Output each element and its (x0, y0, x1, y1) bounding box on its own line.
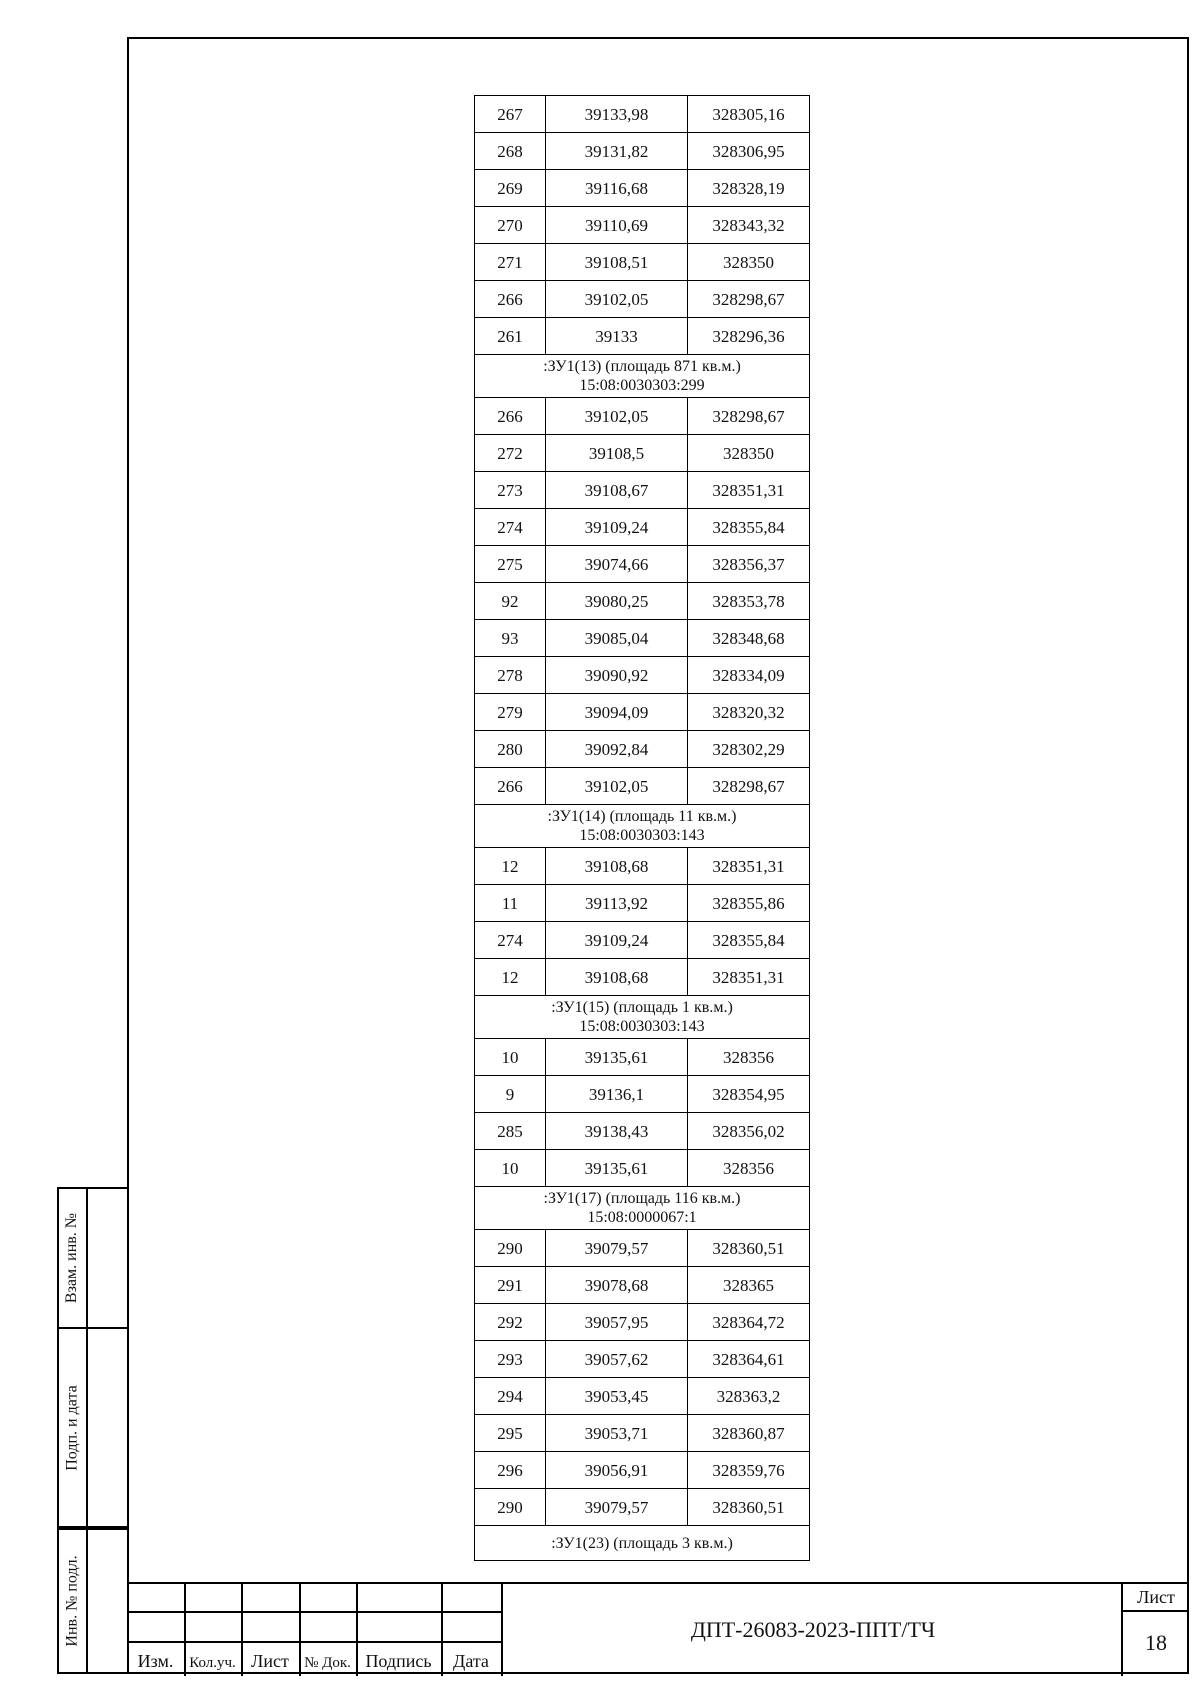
title-block-grid (127, 1584, 501, 1676)
point-row (475, 1113, 810, 1150)
point-number: 270 (475, 207, 546, 244)
side-label-podp (59, 1329, 86, 1526)
coord-y: 328343,32 (688, 207, 810, 244)
side-divider (86, 1189, 88, 1327)
plot-title: :ЗУ1(14) (площадь 11 кв.м.) (547, 808, 737, 825)
side-cell-podp (57, 1329, 127, 1528)
coord-x: 39079,57 (546, 1489, 688, 1526)
cadastral-number: 15:08:0030303:143 (579, 1018, 705, 1035)
coord-x: 39080,25 (546, 583, 688, 620)
point-row (475, 694, 810, 731)
point-row (475, 1489, 810, 1526)
grid-line (127, 1641, 501, 1643)
coord-y: 328348,68 (688, 620, 810, 657)
point-row (475, 1230, 810, 1267)
coord-x: 39102,05 (546, 281, 688, 318)
coord-y: 328351,31 (688, 848, 810, 885)
plot-header-row (475, 805, 810, 848)
cadastral-number: 15:08:0030303:143 (579, 827, 705, 844)
coord-x: 39109,24 (546, 509, 688, 546)
side-cell-vzam (57, 1187, 127, 1329)
plot-header-row (475, 1526, 810, 1561)
col-podpis: Подпись (365, 1651, 432, 1671)
point-number: 274 (475, 922, 546, 959)
plot-header-row (475, 996, 810, 1039)
plot-title: :ЗУ1(15) (площадь 1 кв.м.) (551, 999, 733, 1016)
point-row (475, 1150, 810, 1187)
point-number: 12 (475, 959, 546, 996)
plot-header-row (475, 1187, 810, 1230)
coord-x: 39116,68 (546, 170, 688, 207)
coord-y: 328298,67 (688, 398, 810, 435)
coord-y: 328302,29 (688, 731, 810, 768)
coord-x: 39133 (546, 318, 688, 355)
coord-y: 328364,61 (688, 1341, 810, 1378)
point-number: 266 (475, 768, 546, 805)
point-row (475, 546, 810, 583)
point-number: 280 (475, 731, 546, 768)
point-row (475, 96, 810, 133)
coord-y: 328298,67 (688, 281, 810, 318)
sheet-number: 18 (1145, 1630, 1167, 1655)
coord-x: 39110,69 (546, 207, 688, 244)
coord-x: 39135,61 (546, 1150, 688, 1187)
point-number: 267 (475, 96, 546, 133)
coord-x: 39135,61 (546, 1039, 688, 1076)
point-row (475, 583, 810, 620)
coord-x: 39079,57 (546, 1230, 688, 1267)
point-number: 268 (475, 133, 546, 170)
coord-y: 328359,76 (688, 1452, 810, 1489)
coord-x: 39133,98 (546, 96, 688, 133)
coord-y: 328298,67 (688, 768, 810, 805)
plot-header-cell (475, 1526, 810, 1561)
coord-y: 328305,16 (688, 96, 810, 133)
side-text-vzam: Взам. инв. № (63, 1212, 81, 1304)
title-block (127, 1582, 1189, 1674)
coord-y: 328351,31 (688, 472, 810, 509)
coord-y: 328355,84 (688, 922, 810, 959)
point-row (475, 170, 810, 207)
coordinates-table (474, 95, 810, 1561)
point-number: 266 (475, 398, 546, 435)
coord-x: 39102,05 (546, 768, 688, 805)
point-number: 278 (475, 657, 546, 694)
coord-x: 39109,24 (546, 922, 688, 959)
point-row (475, 620, 810, 657)
coord-y: 328350 (688, 244, 810, 281)
side-label-vzam (59, 1189, 86, 1327)
point-number: 293 (475, 1341, 546, 1378)
coord-y: 328320,32 (688, 694, 810, 731)
point-number: 271 (475, 244, 546, 281)
coord-x: 39092,84 (546, 731, 688, 768)
coord-y: 328365 (688, 1267, 810, 1304)
coord-x: 39108,51 (546, 244, 688, 281)
point-number: 290 (475, 1489, 546, 1526)
side-text-inv: Инв. № подл. (63, 1555, 81, 1647)
coord-x: 39078,68 (546, 1267, 688, 1304)
coord-x: 39090,92 (546, 657, 688, 694)
point-row (475, 1341, 810, 1378)
col-doc-no: № Док. (304, 1655, 351, 1671)
sheet-label: Лист (1123, 1584, 1189, 1612)
side-label-inv (59, 1530, 86, 1672)
point-row (475, 133, 810, 170)
point-number: 261 (475, 318, 546, 355)
point-row (475, 657, 810, 694)
point-row (475, 244, 810, 281)
coord-x: 39053,71 (546, 1415, 688, 1452)
plot-title: :ЗУ1(23) (площадь 3 кв.м.) (551, 1534, 733, 1552)
coord-x: 39113,92 (546, 885, 688, 922)
coord-y: 328351,31 (688, 959, 810, 996)
point-number: 12 (475, 848, 546, 885)
coord-y: 328355,86 (688, 885, 810, 922)
coord-x: 39136,1 (546, 1076, 688, 1113)
coord-y: 328356 (688, 1150, 810, 1187)
point-number: 296 (475, 1452, 546, 1489)
col-data: Дата (453, 1651, 489, 1671)
coord-x: 39074,66 (546, 546, 688, 583)
point-row (475, 848, 810, 885)
col-list: Лист (251, 1651, 289, 1671)
point-number: 292 (475, 1304, 546, 1341)
coord-y: 328354,95 (688, 1076, 810, 1113)
coord-y: 328356,37 (688, 546, 810, 583)
plot-header-cell (475, 996, 810, 1039)
coord-y: 328356 (688, 1039, 810, 1076)
plot-title: :ЗУ1(13) (площадь 871 кв.м.) (543, 358, 741, 375)
point-row (475, 1076, 810, 1113)
coord-y: 328364,72 (688, 1304, 810, 1341)
point-row (475, 472, 810, 509)
point-row (475, 922, 810, 959)
point-number: 269 (475, 170, 546, 207)
coord-y: 328356,02 (688, 1113, 810, 1150)
point-number: 279 (475, 694, 546, 731)
coord-x: 39138,43 (546, 1113, 688, 1150)
coord-y: 328363,2 (688, 1378, 810, 1415)
coord-y: 328296,36 (688, 318, 810, 355)
point-number: 295 (475, 1415, 546, 1452)
point-row (475, 281, 810, 318)
point-row (475, 435, 810, 472)
point-row (475, 509, 810, 546)
coord-x: 39131,82 (546, 133, 688, 170)
point-row (475, 1378, 810, 1415)
side-text-podp: Подп. и дата (63, 1384, 81, 1471)
coord-y: 328328,19 (688, 170, 810, 207)
cadastral-number: 15:08:0030303:299 (579, 377, 705, 394)
coord-x: 39085,04 (546, 620, 688, 657)
point-number: 11 (475, 885, 546, 922)
plot-title: :ЗУ1(17) (площадь 116 кв.м.) (543, 1190, 741, 1207)
cadastral-number: 15:08:0000067:1 (587, 1209, 697, 1226)
coord-x: 39057,62 (546, 1341, 688, 1378)
plot-header-cell (475, 1187, 810, 1230)
point-number: 92 (475, 583, 546, 620)
coord-x: 39108,67 (546, 472, 688, 509)
point-row (475, 731, 810, 768)
coord-y: 328334,09 (688, 657, 810, 694)
point-number: 93 (475, 620, 546, 657)
point-number: 290 (475, 1230, 546, 1267)
plot-header-row (475, 355, 810, 398)
point-number: 285 (475, 1113, 546, 1150)
coord-x: 39053,45 (546, 1378, 688, 1415)
point-number: 294 (475, 1378, 546, 1415)
point-row (475, 959, 810, 996)
point-number: 275 (475, 546, 546, 583)
document-code: ДПТ-26083-2023-ППТ/ТЧ (501, 1584, 1123, 1676)
side-cell-inv (57, 1528, 127, 1674)
point-row (475, 207, 810, 244)
point-row (475, 398, 810, 435)
coord-y: 328360,51 (688, 1230, 810, 1267)
coord-x: 39108,68 (546, 959, 688, 996)
coord-x: 39108,5 (546, 435, 688, 472)
side-divider (86, 1530, 88, 1672)
point-number: 10 (475, 1039, 546, 1076)
point-row (475, 1304, 810, 1341)
coordinates-table-body (475, 96, 810, 1561)
point-number: 9 (475, 1076, 546, 1113)
point-row (475, 318, 810, 355)
point-number: 10 (475, 1150, 546, 1187)
coord-x: 39102,05 (546, 398, 688, 435)
point-number: 274 (475, 509, 546, 546)
point-row (475, 1452, 810, 1489)
point-row (475, 1039, 810, 1076)
point-row (475, 1267, 810, 1304)
plot-header-cell (475, 805, 810, 848)
coord-x: 39108,68 (546, 848, 688, 885)
point-row (475, 885, 810, 922)
coord-x: 39056,91 (546, 1452, 688, 1489)
coord-y: 328350 (688, 435, 810, 472)
col-kol-uch: Кол.уч. (189, 1655, 236, 1671)
plot-header-cell (475, 355, 810, 398)
point-number: 272 (475, 435, 546, 472)
side-divider (86, 1329, 88, 1526)
point-row (475, 1415, 810, 1452)
point-number: 266 (475, 281, 546, 318)
grid-line (127, 1611, 501, 1613)
sheet-box (1121, 1584, 1191, 1676)
point-row (475, 768, 810, 805)
coord-y: 328360,87 (688, 1415, 810, 1452)
point-number: 273 (475, 472, 546, 509)
col-izm: Изм. (137, 1651, 174, 1671)
coord-y: 328355,84 (688, 509, 810, 546)
coord-x: 39057,95 (546, 1304, 688, 1341)
coord-y: 328360,51 (688, 1489, 810, 1526)
coord-x: 39094,09 (546, 694, 688, 731)
coord-y: 328353,78 (688, 583, 810, 620)
coord-y: 328306,95 (688, 133, 810, 170)
point-number: 291 (475, 1267, 546, 1304)
